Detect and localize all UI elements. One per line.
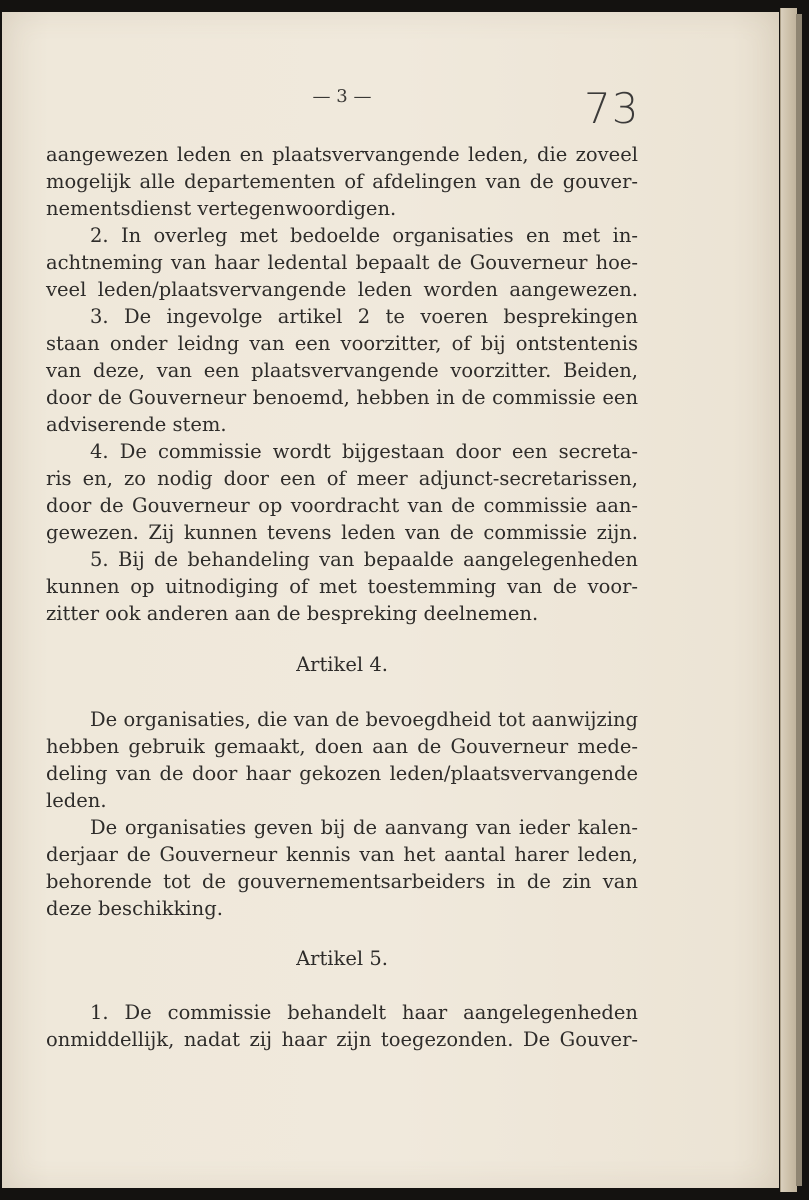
page-stack-edge: [780, 8, 797, 1192]
text-line: derjaar de Gouverneur kennis van het aantal harer leden,: [46, 843, 638, 866]
text-line: mogelijk alle departementen of afdelingen van de gouver-: [46, 170, 638, 193]
text-line: hebben gebruik gemaakt, doen aan de Gouverneur mede-: [46, 735, 638, 758]
text-line: veel leden/plaatsvervangende leden worden aangewezen.: [46, 278, 638, 301]
page-number: — 3 —: [312, 86, 372, 107]
text-line: van deze, van een plaatsvervangende voorzitter. Beiden,: [46, 359, 638, 382]
text-line: leden.: [46, 789, 107, 812]
text-line: staan onder leidng van een voorzitter, of bij ontstentenis: [46, 332, 638, 355]
text-line: nementsdienst vertegenwoordigen.: [46, 197, 397, 220]
article-heading: Artikel 4.: [296, 653, 388, 676]
text-line: ris en, zo nodig door een of meer adjunct-secretarissen,: [46, 467, 638, 490]
text-line: deze beschikking.: [46, 897, 223, 920]
text-line: 2. In overleg met bedoelde organisaties en met in-: [90, 224, 638, 247]
text-line: zitter ook anderen aan de bespreking deelnemen.: [46, 602, 539, 625]
text-line: 4. De commissie wordt bijgestaan door een secreta-: [90, 440, 638, 463]
text-line: behorende tot de gouvernementsarbeiders in de zin van: [46, 870, 638, 893]
text-line: onmiddellijk, nadat zij haar zijn toegezonden. De Gouver-: [46, 1028, 638, 1051]
text-line: door de Gouverneur op voordracht van de commissie aan-: [46, 494, 638, 517]
text-line: 5. Bij de behandeling van bepaalde aangelegenheden: [90, 548, 638, 571]
text-line: kunnen op uitnodiging of met toestemming van de voor-: [46, 575, 638, 598]
text-line: achtneming van haar ledental bepaalt de Gouverneur hoe-: [46, 251, 638, 274]
text-line: De organisaties geven bij de aanvang van ieder kalen-: [90, 816, 638, 839]
text-line: deling van de door haar gekozen leden/plaatsvervangende: [46, 762, 638, 785]
page-stack-shadow: [796, 14, 802, 1186]
text-line: gewezen. Zij kunnen tevens leden van de commissie zijn.: [46, 521, 638, 544]
article-heading: Artikel 5.: [296, 947, 388, 970]
text-line: 3. De ingevolge artikel 2 te voeren besprekingen: [90, 305, 638, 328]
text-line: De organisaties, die van de bevoegdheid tot aanwijzing: [90, 708, 638, 731]
text-line: aangewezen leden en plaatsvervangende leden, die zoveel: [46, 143, 638, 166]
text-line: door de Gouverneur benoemd, hebben in de commissie een: [46, 386, 638, 409]
text-line: adviserende stem.: [46, 413, 227, 436]
text-line: 1. De commissie behandelt haar aangelegenheden: [90, 1001, 638, 1024]
folio-number: 73: [584, 84, 640, 133]
